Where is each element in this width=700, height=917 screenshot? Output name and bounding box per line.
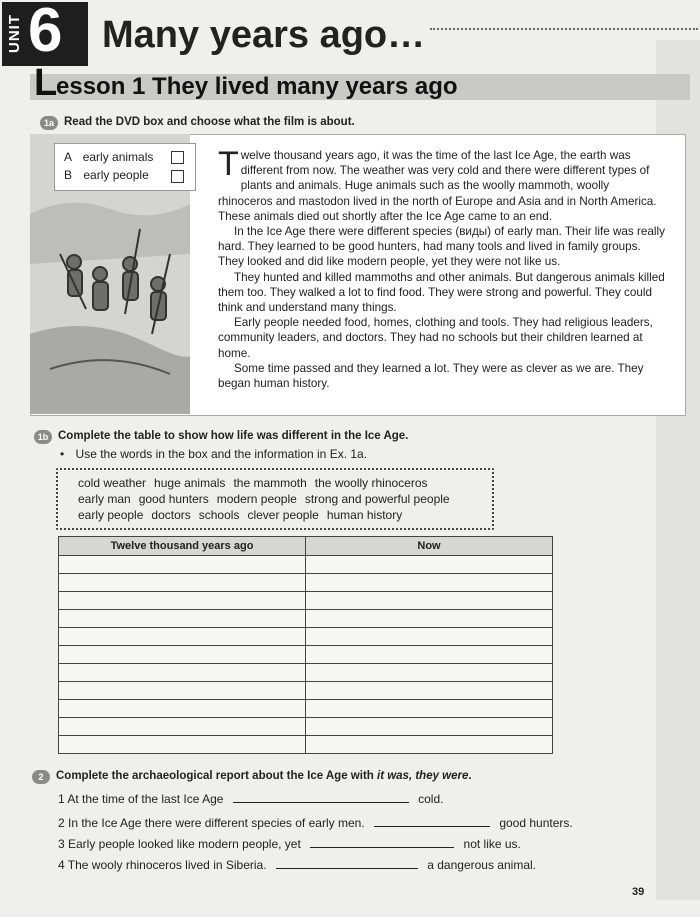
choice-a-checkbox[interactable] — [171, 151, 184, 164]
word-chip: huge animals — [154, 476, 226, 490]
table-row — [59, 592, 553, 610]
sentence-4-text: 4 The wooly rhinoceros lived in Siberia. — [58, 858, 267, 872]
word-chip: early people — [78, 508, 144, 522]
word-chip: human history — [326, 508, 403, 522]
exercise-1a-instruction: Read the DVD box and choose what the film is about. — [64, 116, 355, 128]
table-cell[interactable] — [59, 592, 306, 610]
word-chip: the woolly rhinoceros — [314, 476, 428, 490]
exercise-1a-badge: 1a — [40, 116, 58, 130]
exercise-2-instruction — [56, 770, 472, 782]
table-row — [59, 700, 553, 718]
word-chip: cold weather — [78, 476, 147, 490]
choice-a-letter: A — [64, 150, 72, 164]
table-cell[interactable] — [59, 628, 306, 646]
choice-b-checkbox[interactable] — [171, 170, 184, 183]
table-row — [59, 610, 553, 628]
word-chip: modern people — [216, 492, 297, 506]
word-chip: the mammoth — [233, 476, 307, 490]
lesson-initial: L — [34, 62, 58, 104]
word-chip: schools — [198, 508, 240, 522]
table-header-now: Now — [306, 537, 553, 556]
table-row — [59, 664, 553, 682]
bullet-dot: • — [60, 447, 65, 461]
table-cell[interactable] — [306, 718, 553, 736]
table-row — [59, 574, 553, 592]
table-cell[interactable] — [306, 664, 553, 682]
exercise-1b-bullet — [60, 447, 367, 461]
exercise-1b-bullet-text: Use the words in the box and the information in Ex. 1a. — [75, 447, 368, 461]
table-cell[interactable] — [306, 736, 553, 754]
table-cell[interactable] — [59, 556, 306, 574]
word-chip: good hunters — [138, 492, 209, 506]
choice-a — [64, 150, 153, 164]
sentence-4-blank[interactable] — [276, 858, 418, 869]
lesson-title: esson 1 They lived many years ago — [56, 73, 458, 100]
word-box-line-1 — [78, 476, 436, 490]
choice-b — [64, 168, 149, 182]
table-cell[interactable] — [306, 628, 553, 646]
page-number: 39 — [632, 886, 645, 898]
unit-title: Many years ago… — [102, 14, 426, 56]
exercise-2-instruction-pre: Complete the archaeological report about the Ice Age with — [56, 770, 377, 782]
passage-paragraph-3: They hunted and killed mammoths and other animals. But dangerous animals killed them too. They walked a lot to find food. They were strong and powerful. They could think and understand many things. — [218, 270, 665, 315]
word-box-line-3 — [78, 508, 410, 522]
sentence-2-blank[interactable] — [374, 816, 490, 827]
table-row — [59, 628, 553, 646]
choice-a-label: early animals — [82, 150, 154, 164]
table-cell[interactable] — [59, 718, 306, 736]
sentence-1-text: 1 At the time of the last Ice Age — [58, 792, 224, 806]
table-cell[interactable] — [59, 700, 306, 718]
table-cell[interactable] — [59, 646, 306, 664]
sentence-3-blank[interactable] — [310, 837, 454, 848]
sentence-3-text: 3 Early people looked like modern people, yet — [58, 837, 301, 851]
passage-dropcap: T — [218, 145, 239, 183]
sentence-1-end: cold. — [418, 792, 444, 806]
table-cell[interactable] — [306, 556, 553, 574]
table-cell[interactable] — [306, 610, 553, 628]
passage-paragraph-4: Early people needed food, homes, clothing and tools. They had religious leaders, community leaders, and doctors. They had no schools but their children learned at home. — [218, 316, 653, 360]
table-row — [59, 682, 553, 700]
sentence-1 — [58, 792, 443, 806]
table-cell[interactable] — [59, 574, 306, 592]
choice-b-label: early people — [83, 168, 149, 182]
table-cell[interactable] — [59, 736, 306, 754]
word-chip: early man — [78, 492, 131, 506]
sentence-2-text: 2 In the Ice Age there were different species of early men. — [58, 816, 365, 830]
table-cell[interactable] — [306, 592, 553, 610]
sentence-3 — [58, 837, 521, 851]
table-cell[interactable] — [59, 682, 306, 700]
word-chip: strong and powerful people — [304, 492, 450, 506]
unit-word: UNIT — [6, 14, 23, 54]
table-cell[interactable] — [59, 610, 306, 628]
comparison-table — [58, 536, 553, 754]
exercise-1b-badge: 1b — [34, 430, 52, 444]
sentence-2-end: good hunters. — [499, 816, 573, 830]
exercise-2-instruction-em: it was, they were — [377, 770, 469, 782]
passage-paragraph-5: Some time passed and they learned a lot. They were as clever as we are. They began human history. — [218, 361, 644, 391]
sentence-4-end: a dangerous animal. — [427, 858, 536, 872]
exercise-2-instruction-post: . — [468, 770, 472, 782]
choice-b-letter: B — [64, 168, 73, 182]
table-cell[interactable] — [306, 700, 553, 718]
exercise-1b-instruction: Complete the table to show how life was different in the Ice Age. — [58, 430, 409, 442]
unit-number: 6 — [28, 0, 63, 65]
passage-paragraph-2: In the Ice Age there were different species (виды) of early man. Their life was really hard. They learned to be good hunters, had many tools and lived in family groups. They looked and did like modern people, yet they were not like us. — [218, 225, 665, 269]
sentence-3-end: not like us. — [463, 837, 521, 851]
sentence-1-blank[interactable] — [233, 792, 409, 803]
table-row — [59, 646, 553, 664]
passage-paragraph-1: welve thousand years ago, it was the time of the last Ice Age, the earth was different from now. The weather was very cold and there were different types of plants and animals. Huge animals such as the woolly mammoth, woolly rhinoceros and mastodon lived in the north of Europe and Asia and in North America. These animals died out shortly after the Ice Age came to an end. — [218, 149, 657, 223]
table-cell[interactable] — [306, 646, 553, 664]
word-chip: clever people — [247, 508, 319, 522]
table-row — [59, 556, 553, 574]
table-cell[interactable] — [59, 664, 306, 682]
word-chip: doctors — [151, 508, 191, 522]
table-header-past: Twelve thousand years ago — [59, 537, 306, 556]
exercise-2-badge: 2 — [32, 770, 50, 784]
sentence-4 — [58, 858, 536, 872]
table-row — [59, 736, 553, 754]
table-cell[interactable] — [306, 574, 553, 592]
table-cell[interactable] — [306, 682, 553, 700]
sentence-2 — [58, 816, 573, 830]
title-dotted-rule — [430, 28, 698, 30]
table-row — [59, 718, 553, 736]
word-box-line-2 — [78, 492, 458, 506]
dvd-passage — [218, 145, 666, 391]
